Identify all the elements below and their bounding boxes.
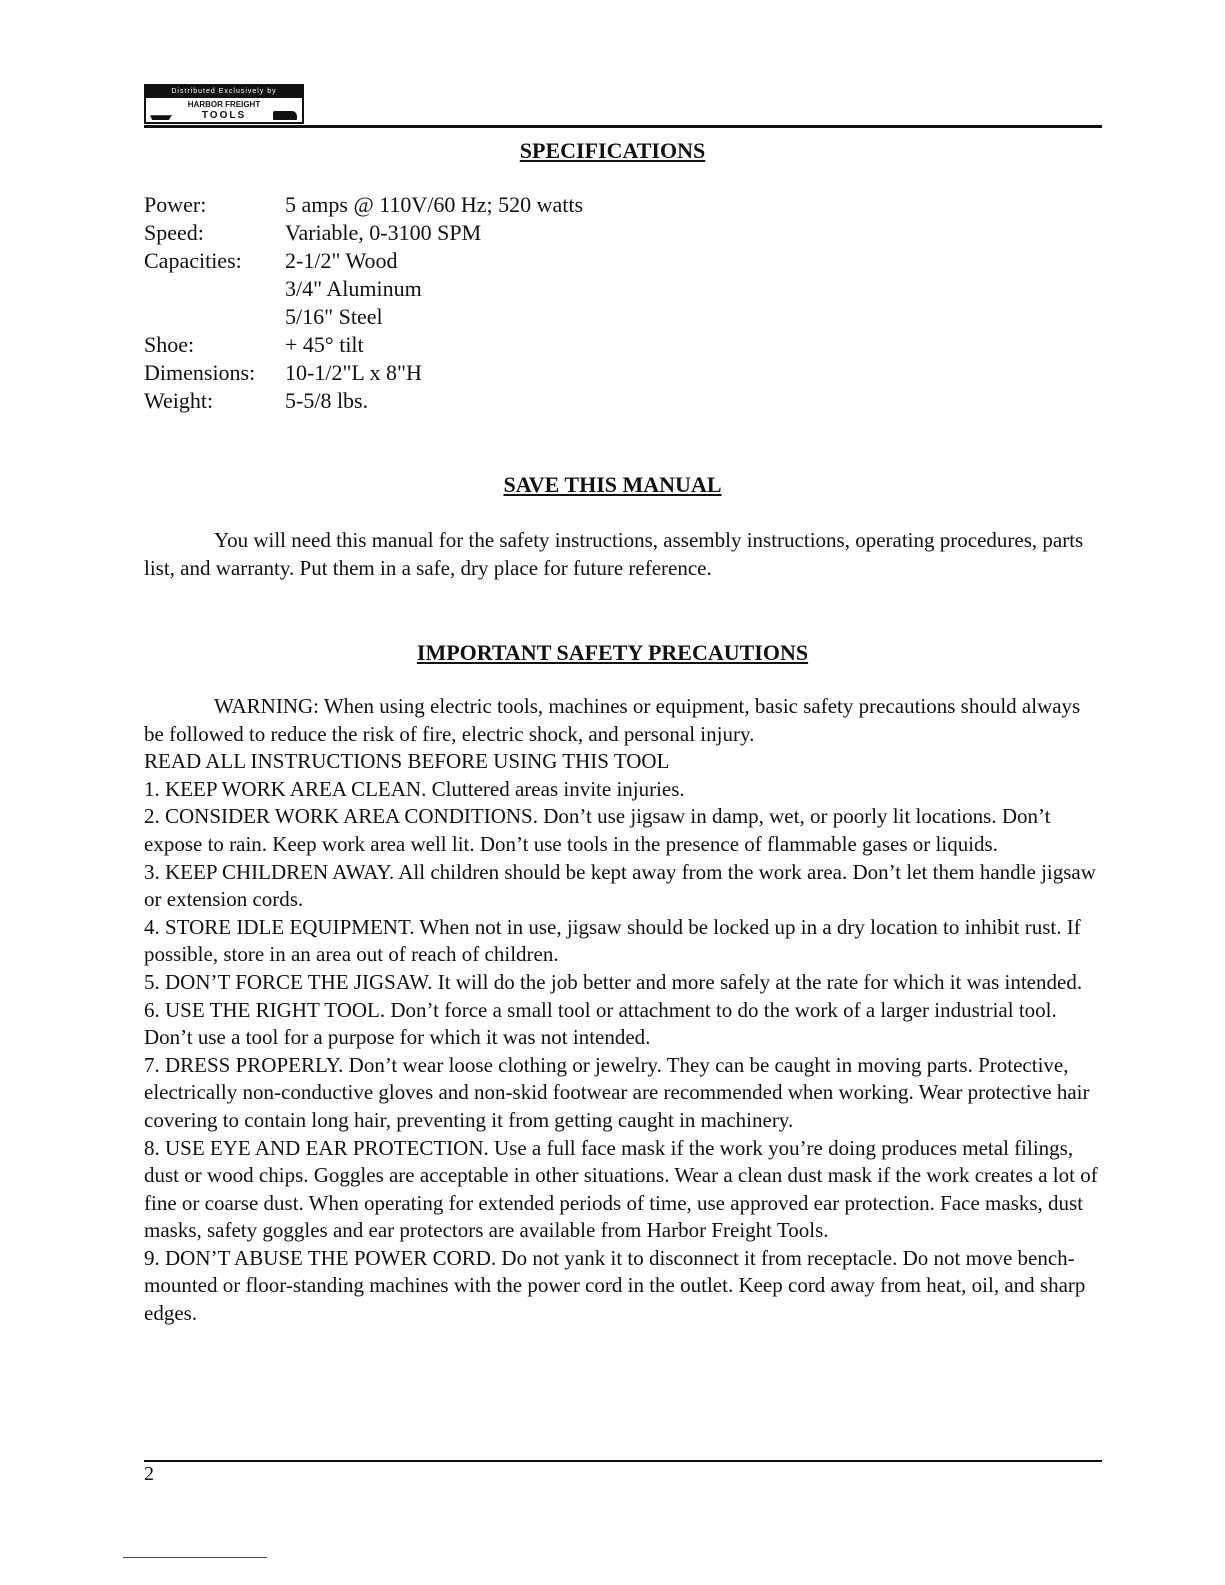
header-rule xyxy=(144,125,1102,128)
spec-label: Shoe: xyxy=(144,332,195,357)
logo-line-2: TOOLS xyxy=(201,110,247,121)
spec-row xyxy=(144,275,583,303)
spec-label: Power: xyxy=(144,192,207,217)
spec-value: 5/16" Steel xyxy=(285,304,383,329)
safety-title: IMPORTANT SAFETY PRECAUTIONS xyxy=(416,640,809,665)
spec-row xyxy=(144,303,583,331)
save-manual-text-block xyxy=(144,527,1104,582)
specifications-title: SPECIFICATIONS xyxy=(519,138,706,163)
spec-row xyxy=(144,219,583,247)
truck-icon xyxy=(273,111,297,120)
spec-row xyxy=(144,247,583,275)
safety-item: 4. STORE IDLE EQUIPMENT. When not in use, jigsaw should be locked up in a dry location to inhibit rust. If possible, store in an area out of reach of children. xyxy=(144,914,1081,967)
safety-item: 7. DRESS PROPERLY. Don’t wear loose clothing or jewelry. They can be caught in moving parts. Protective, electrically non-conductive gloves and non-skid footwear are recommended when working. Wear protective hair covering to contain long hair, preventing it from getting caught in machinery. xyxy=(144,1052,1090,1132)
spec-value: 5 amps @ 110V/60 Hz; 520 watts xyxy=(285,192,584,217)
logo-mark xyxy=(146,98,302,122)
harbor-freight-logo xyxy=(144,84,304,124)
spec-value: 3/4" Aluminum xyxy=(285,276,422,301)
spec-row xyxy=(144,331,583,359)
footer-rule xyxy=(144,1460,1102,1462)
save-manual-title: SAVE THIS MANUAL xyxy=(503,472,722,497)
spec-row xyxy=(144,387,583,415)
spec-label: Dimensions: xyxy=(144,360,256,385)
page-number: 2 xyxy=(144,1463,154,1485)
safety-text-block xyxy=(144,693,1104,1328)
spec-row xyxy=(144,359,583,387)
spec-row xyxy=(144,191,583,219)
spec-value: + 45° tilt xyxy=(285,332,364,357)
safety-item: 9. DON’T ABUSE THE POWER CORD. Do not yank it to disconnect it from receptacle. Do not move bench-mounted or floor-standing machines with the power cord in the outlet. Keep cord away from heat, oil, and sharp edges. xyxy=(144,1245,1086,1326)
read-all-instructions: READ ALL INSTRUCTIONS BEFORE USING THIS TOOL xyxy=(144,749,670,774)
warning-paragraph: WARNING: When using electric tools, machines or equipment, basic safety precautions should always be followed to reduce the risk of fire, electric shock, and personal injury. xyxy=(144,694,1081,746)
logo-line-1: HARBOR FREIGHT xyxy=(187,100,261,109)
spec-value: 10-1/2"L x 8"H xyxy=(285,360,422,385)
safety-item: 1. KEEP WORK AREA CLEAN. Cluttered areas invite injuries. xyxy=(144,776,685,801)
spec-label xyxy=(144,303,285,331)
spec-value: 5-5/8 lbs. xyxy=(285,388,369,413)
spec-value: 2-1/2" Wood xyxy=(285,248,398,273)
spec-label: Weight: xyxy=(144,388,214,413)
safety-item: 2. CONSIDER WORK AREA CONDITIONS. Don’t use jigsaw in damp, wet, or poorly lit locations. Don’t expose to rain. Keep work area well lit. Don’t use tools in the presence of flammable gases or liquids. xyxy=(144,804,1051,856)
safety-item: 6. USE THE RIGHT TOOL. Don’t force a small tool or attachment to do the work of a larger industrial tool. Don’t use a tool for a purpose for which it was not intended. xyxy=(144,997,1057,1050)
spec-label: Speed: xyxy=(144,220,204,245)
spec-label xyxy=(144,275,285,303)
safety-item: 8. USE EYE AND EAR PROTECTION. Use a full face mask if the work you’re doing produces metal filings, dust or wood chips. Goggles are acceptable in other situations. Wear a clean dust mask if the work creates a lot of fine or coarse dust. When operating for extended periods of time, use approved ear protection. Face masks, dust masks, safety goggles and ear protectors are available from Harbor Freight Tools. xyxy=(144,1135,1098,1243)
save-manual-paragraph: You will need this manual for the safety instructions, assembly instructions, operating procedures, parts list, and warranty. Put them in a safe, dry place for future reference. xyxy=(144,528,1084,580)
specifications-list xyxy=(144,191,583,415)
footer-link-underline xyxy=(123,1557,267,1558)
logo-tagline: Distributed Exclusively by xyxy=(146,86,302,98)
safety-item: 3. KEEP CHILDREN AWAY. All children should be kept away from the work area. Don’t let them handle jigsaw or extension cords. xyxy=(144,859,1096,912)
spec-value: Variable, 0-3100 SPM xyxy=(285,220,482,245)
spec-label: Capacities: xyxy=(144,248,242,273)
safety-item: 5. DON’T FORCE THE JIGSAW. It will do the job better and more safely at the rate for which it was intended. xyxy=(144,969,1083,994)
